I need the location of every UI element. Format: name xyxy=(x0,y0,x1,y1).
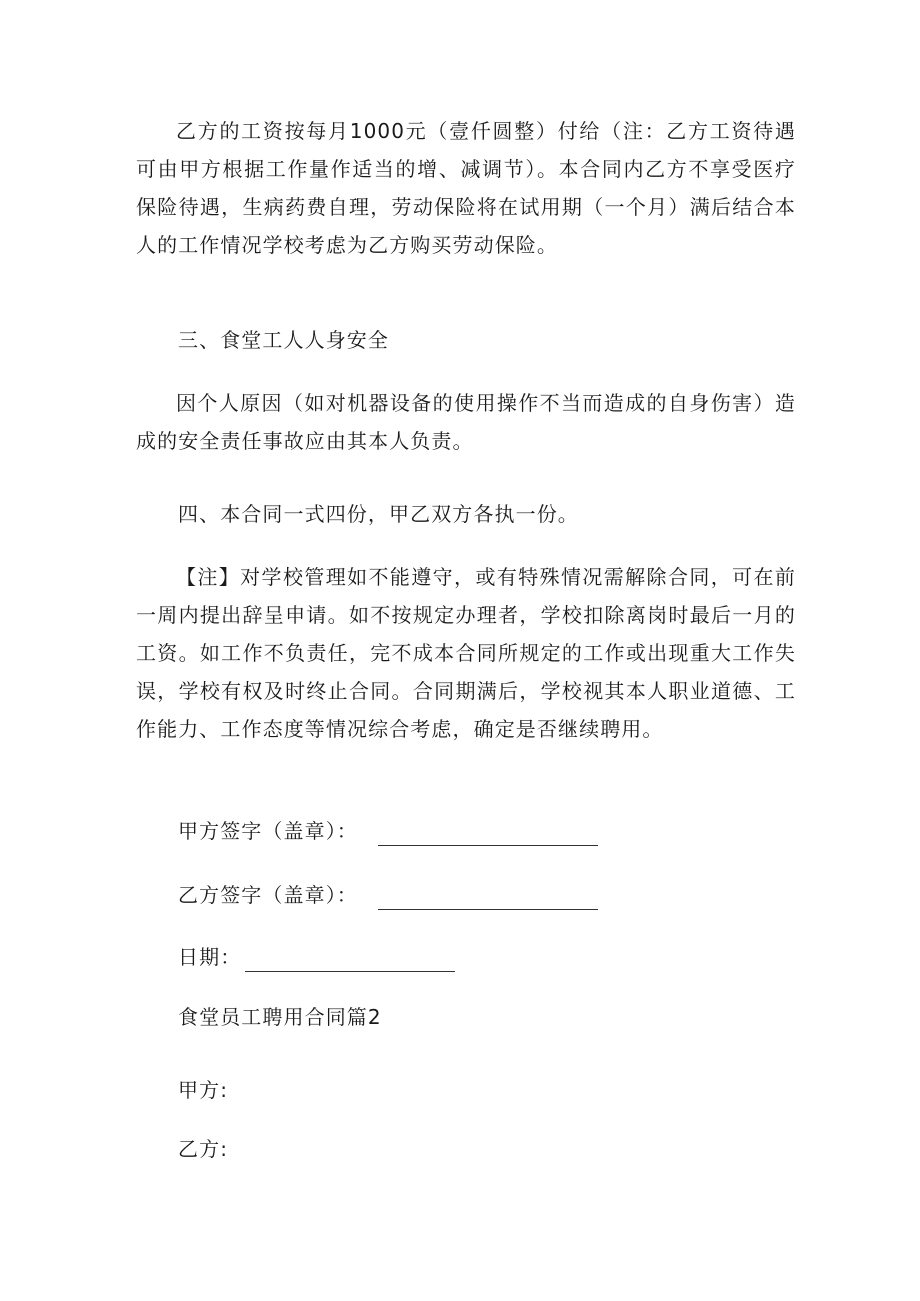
contract-two-title: 食堂员工聘用合同篇2 xyxy=(178,1005,382,1029)
party-a-signature-blank[interactable] xyxy=(378,823,598,846)
note-paragraph: 【注】对学校管理如不能遵守，或有特殊情况需解除合同，可在前一周内提出辞呈申请。如不按规定办理者，学校扣除离岗时最后一月的工资。如工作不负责任，完不成本合同所规定的工作或出现重大工作失误，学校有权及时终止合同。合同期满后，学校视其本人职业道德、工作能力、工作态度等情况综合考虑，确定是否继续聘用。 xyxy=(136,565,796,741)
party-b-signature-label: 乙方签字（盖章）： xyxy=(178,883,358,907)
party-b-signature-blank[interactable] xyxy=(378,887,598,910)
party-a-signature-line xyxy=(178,816,598,846)
date-label: 日期： xyxy=(178,945,242,969)
contract-two-party-b: 乙方: xyxy=(178,1137,229,1161)
section-three-heading: 三、食堂工人人身安全 xyxy=(178,328,389,352)
party-b-signature-line xyxy=(178,880,598,910)
date-line xyxy=(178,942,455,972)
section-four-paragraph: 四、本合同一式四份，甲乙双方各执一份。 xyxy=(178,502,579,526)
party-a-signature-label: 甲方签字（盖章）： xyxy=(178,819,358,843)
date-blank[interactable] xyxy=(245,949,455,972)
safety-paragraph: 因个人原因（如对机器设备的使用操作不当而造成的自身伤害）造成的安全责任事故应由其本人负责。 xyxy=(136,391,796,453)
contract-two-party-a: 甲方: xyxy=(178,1078,229,1102)
salary-paragraph: 乙方的工资按每月1000元（壹仟圆整）付给（注：乙方工资待遇可由甲方根据工作量作适当的增、减调节）。本合同内乙方不享受医疗保险待遇，生病药费自理，劳动保险将在试用期（一个月）满后结合本人的工作情况学校考虑为乙方购买劳动保险。 xyxy=(136,119,796,257)
